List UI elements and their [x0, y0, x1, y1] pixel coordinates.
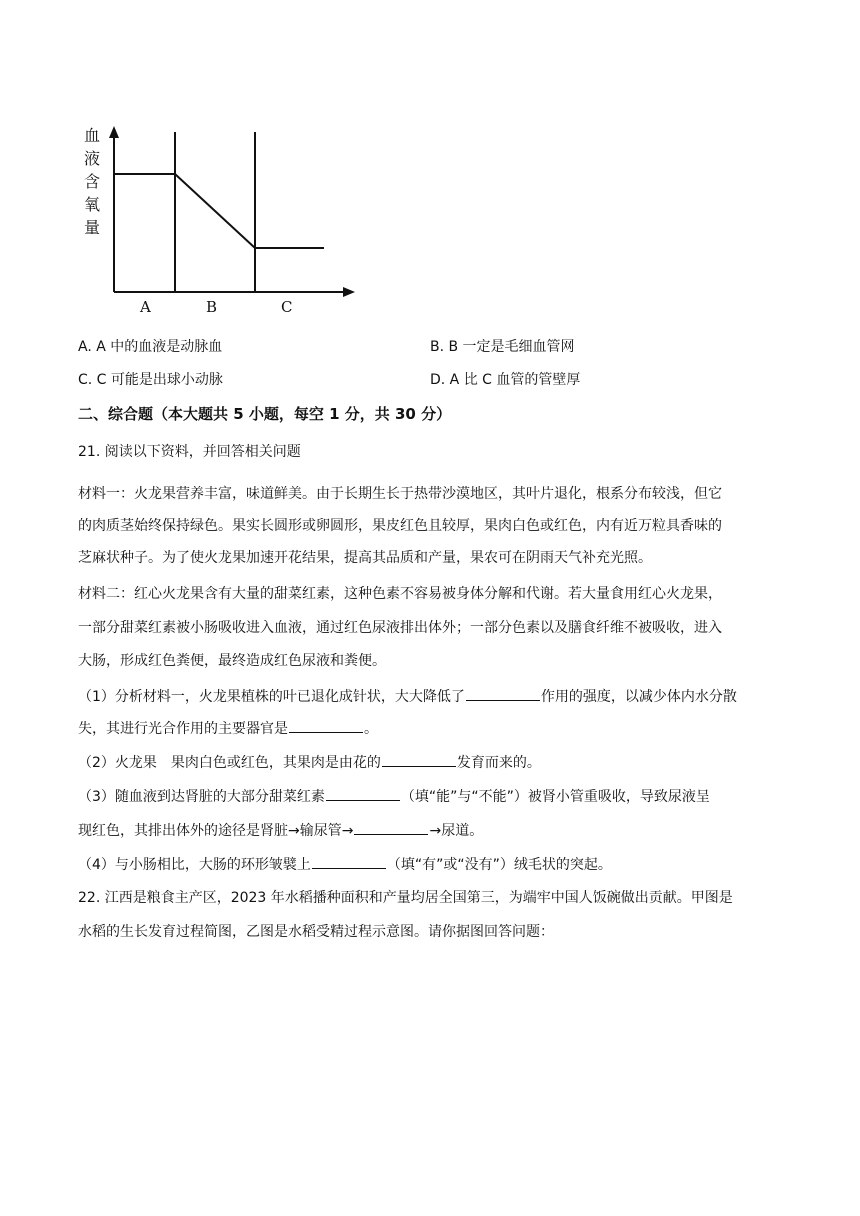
y-axis-arrow [109, 126, 119, 138]
q22-line-2: 水稻的生长发育过程简图，乙图是水稻受精过程示意图。请你据图回答问题： [78, 924, 554, 940]
material-1-line-2: 的肉质茎始终保持绿色。果实长圆形或卵圆形，果皮红色且较厚，果肉白色或红色，内有近万粒具香味的 [78, 518, 722, 534]
q21-sub3-text-a: （3）随血液到达肾脏的大部分甜菜红素 [78, 789, 325, 805]
x-label-b: B [206, 298, 218, 316]
q21-sub2 [78, 752, 541, 773]
q22-line-1: 22. 江西是粮食主产区，2023 年水稻播种面积和产量均居全国第三，为端牢中国人饭碗做出贡献。甲图是 [78, 890, 733, 906]
material-2-line-3: 大肠，形成红色粪便，最终造成红色尿液和粪便。 [78, 653, 386, 669]
q21-sub1-text-a: （1）分析材料一，火龙果植株的叶已退化成针状，大大降低了 [78, 689, 465, 705]
q21-sub1-line2 [78, 718, 378, 739]
q21-sub2-text-b: 发育而来的。 [456, 755, 541, 771]
choice-c[interactable]: C. C 可能是出球小动脉 [78, 372, 223, 388]
choice-b[interactable]: B. B 一定是毛细血管网 [430, 339, 575, 355]
q21-sub1-text-c: 失，其进行光合作用的主要器官是 [78, 721, 288, 737]
answer-blank-3[interactable] [382, 752, 456, 767]
choice-a[interactable]: A. A 中的血液是动脉血 [78, 339, 223, 355]
material-1-line-3: 芝麻状种子。为了使火龙果加速开花结果，提高其品质和产量，果农可在阴雨天气补充光照。 [78, 550, 652, 566]
x-label-a: A [140, 298, 151, 316]
q21-sub3-text-c: 现红色，其排出体外的途径是肾脏→输尿管→ [78, 823, 354, 839]
answer-blank-2[interactable] [289, 718, 363, 733]
q21-intro: 21. 阅读以下资料，并回答相关问题 [78, 444, 301, 460]
q21-sub3-line2 [78, 820, 483, 841]
q21-sub4-text-a: （4）与小肠相比，大肠的环形皱襞上 [78, 857, 311, 873]
material-2-line-1: 材料二：红心火龙果含有大量的甜菜红素，这种色素不容易被身体分解和代谢。若大量食用红心火龙果， [78, 586, 722, 602]
q21-sub4 [78, 854, 612, 875]
answer-blank-4[interactable] [326, 786, 400, 801]
choice-d[interactable]: D. A 比 C 血管的管壁厚 [430, 372, 581, 388]
material-2-line-2: 一部分甜菜红素被小肠吸收进入血液，通过红色尿液排出体外；一部分色素以及膳食纤维不被吸收，进入 [78, 620, 722, 636]
x-label-c: C [281, 298, 293, 316]
x-axis-arrow [343, 287, 355, 297]
y-axis-label: 血 液 含 氧 量 [83, 126, 100, 237]
q21-sub3-line1 [78, 786, 710, 807]
section-2-heading: 二、综合题（本大题共 5 小题，每空 1 分，共 30 分） [78, 405, 452, 423]
q21-sub3-text-d: →尿道。 [429, 823, 484, 839]
q21-sub1-line1 [78, 686, 737, 707]
material-1-line-1: 材料一：火龙果营养丰富，味道鲜美。由于长期生长于热带沙漠地区，其叶片退化，根系分布较浅，但它 [78, 486, 722, 502]
answer-blank-6[interactable] [312, 854, 386, 869]
oxygen-curve [114, 174, 324, 248]
q21-sub1-text-d: 。 [364, 721, 378, 737]
q21-sub2-text-a: （2）火龙果 果肉白色或红色，其果肉是由花的 [78, 755, 381, 771]
q21-sub3-text-b: （填“能”与“不能”）被肾小管重吸收，导致尿液呈 [400, 789, 710, 805]
q21-sub1-text-b: 作用的强度，以减少体内水分散 [540, 689, 737, 705]
answer-blank-1[interactable] [466, 686, 540, 701]
q21-sub4-text-b: （填“有”或“没有”）绒毛状的突起。 [386, 857, 612, 873]
blood-oxygen-figure [70, 120, 370, 330]
answer-blank-5[interactable] [354, 820, 428, 835]
